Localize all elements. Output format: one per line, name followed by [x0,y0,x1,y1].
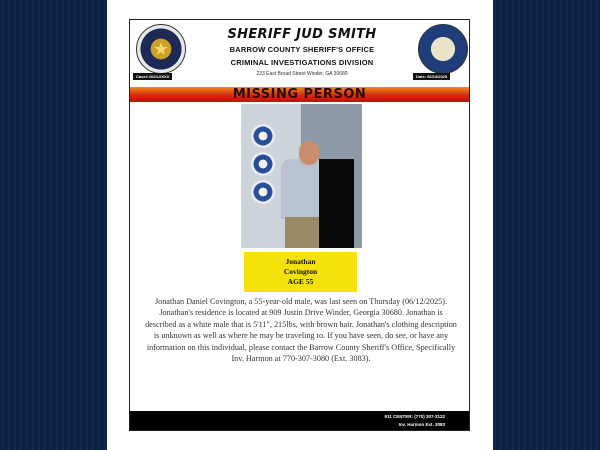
county-seal-icon [418,24,468,74]
division-name: CRIMINAL INVESTIGATIONS DIVISION [230,58,374,67]
name-box [244,252,357,292]
office-address: 233 East Broad Street Winder, GA 30680 [256,71,348,77]
911-center-line: 911 CENTER: (770) 307-3122 [384,414,445,419]
redaction-block [319,159,354,248]
sheriff-title: SHERIFF JUD SMITH [227,27,377,42]
person-photo [241,104,362,248]
office-name: BARROW COUNTY SHERIFF'S OFFICE [229,45,375,54]
sheriff-star-badge-icon: ★ [136,24,186,74]
missing-person-banner: MISSING PERSON [130,87,469,102]
age-label: AGE 55 [287,277,314,286]
description-text: Jonathan Daniel Covington, a 55-year-old male, was last seen on Thursday (06/12/2025). Jonathan's residence is located at 909 Justin Drive Winder, Georgia 30680. Jonathan is described as a white male that is 5'11", 215lbs, with brown hair. Jonathan's clothing description is unknown as well as where he may be traveling to. If you have seen, do see, or have any information on this individual, please contact the Barrow County Sheriff's Office, Specifically Inv. Harmon at 770-307-3080 (Ext. 3083). [145,297,457,364]
date-tag: Date: 06/13/2025 [413,73,450,80]
footer-bar [130,411,469,430]
first-name: Jonathan [285,257,316,266]
last-name: Covington [283,267,318,276]
case-number-tag: Case# 2024-0XXX [133,73,172,80]
investigator-line: Inv. Harmon Ext. 3083 [398,422,445,427]
